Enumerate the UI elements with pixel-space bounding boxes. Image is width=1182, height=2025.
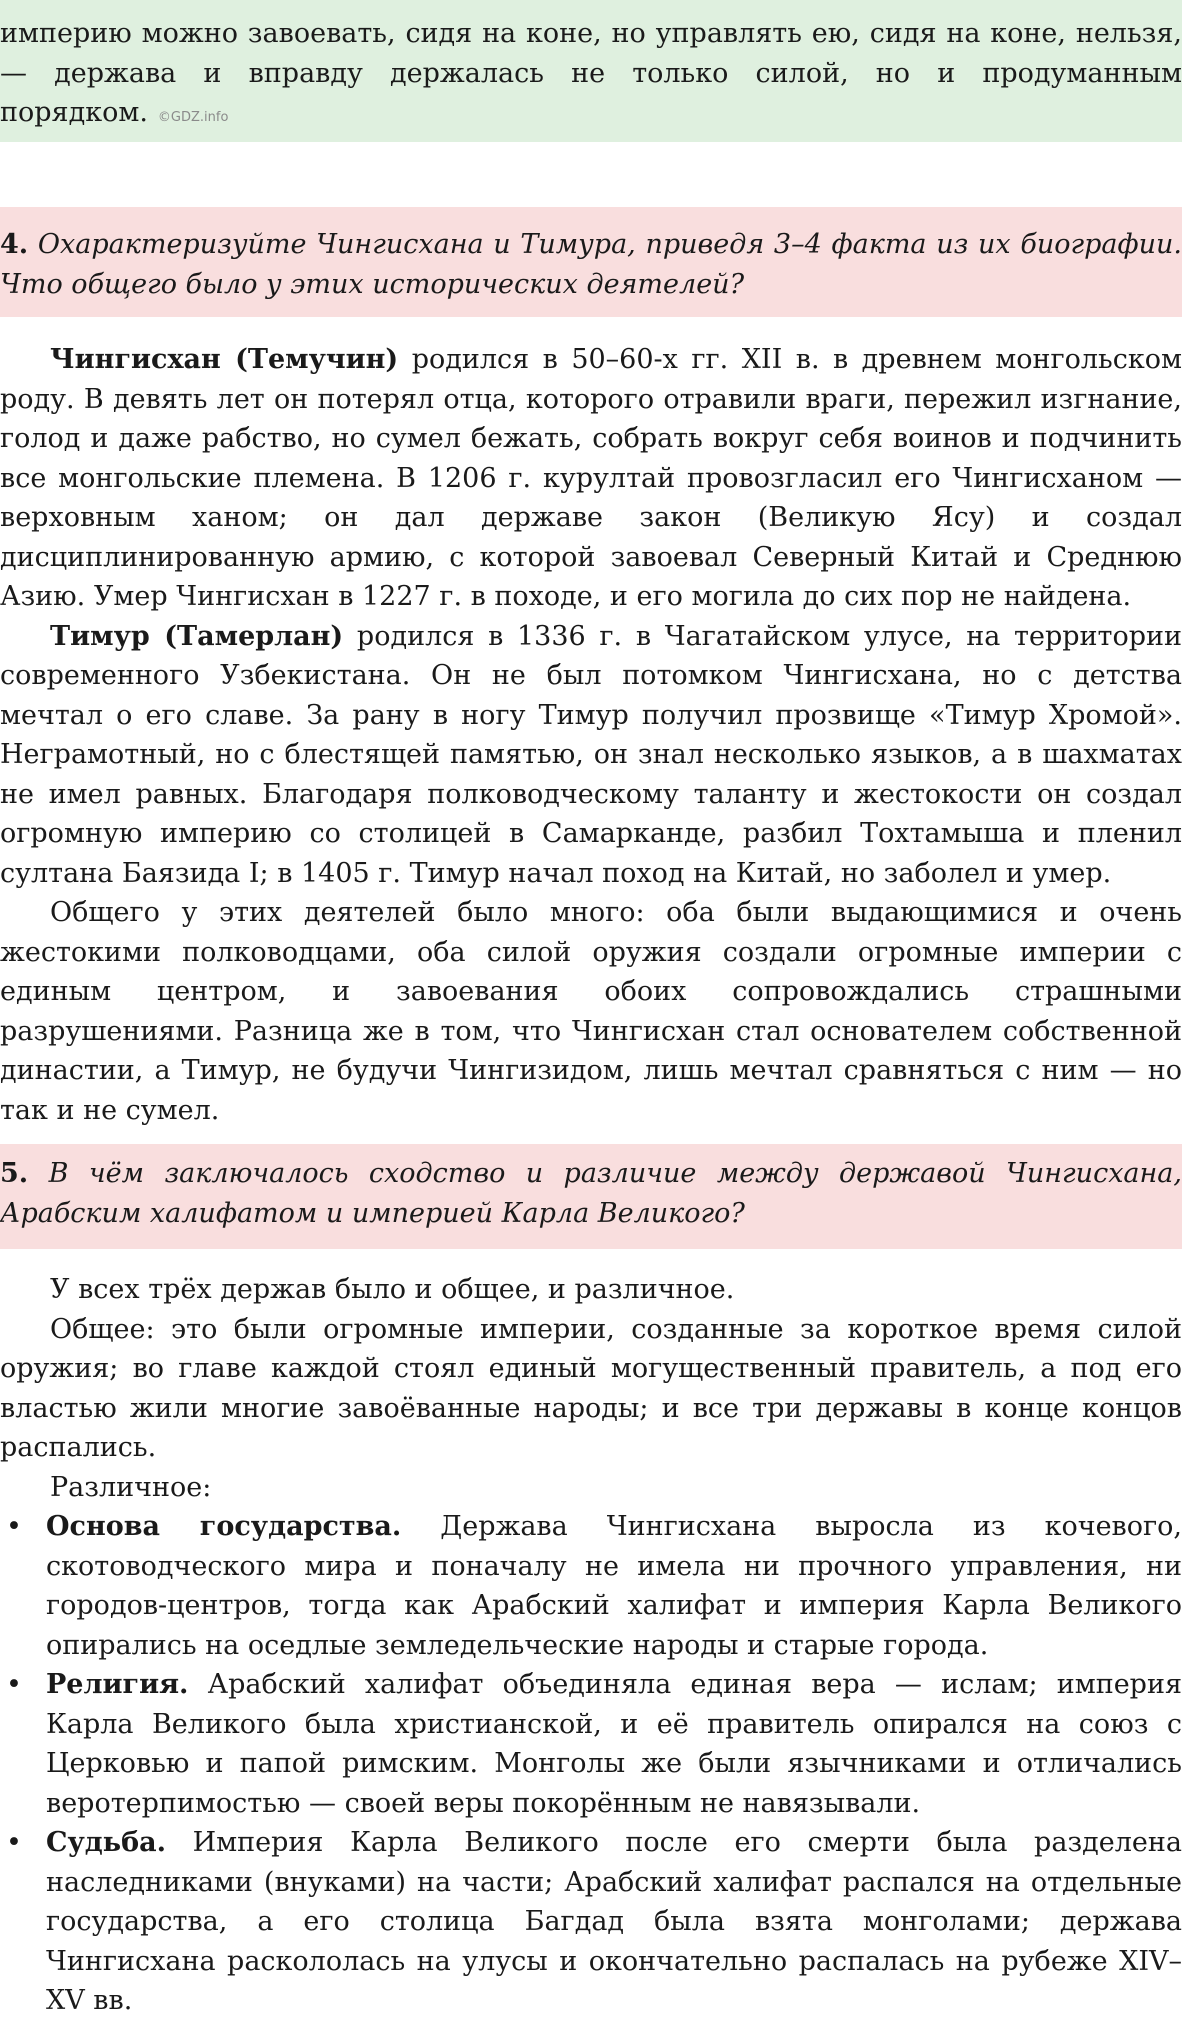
question-5-block [0,1144,1182,1249]
watermark: ©GDZ.info [157,110,229,125]
list-item-text: Арабский халифат объединяла единая вера — ислам; империя Карла Великого была христианской, и её правитель опирался на союз с Церковью и папой римским. Монголы же были язычниками и отличались веротерпимостью — своей веры покорённым не навязывали. [46,1669,1182,1819]
differences-list [0,1507,1182,2021]
answer-5 [0,1270,1182,2021]
list-item-title: Основа государства. [46,1511,402,1542]
question-5-text: В чём заключалось сходство и различие между державой Чингисхана, Арабским халифатом и империей Карла Великого? [0,1158,1182,1229]
list-item-title: Религия. [46,1669,189,1700]
question-4-text: Охарактеризуйте Чингисхана и Тимура, приведя 3–4 факта из их биографии. Что общего было у этих исторических деятелей? [0,229,1182,300]
question-5 [0,1154,1182,1233]
question-4-block [0,207,1182,317]
answer-4-paragraph-3: Общего у этих деятелей было много: оба были выдающимися и очень жестокими полководцами, оба силой оружия создали огромные империи с единым центром, и завоевания обоих сопровождались страшными разрушениями. Разница же в том, что Чингисхан стал основателем собственной династии, а Тимур, не будучи Чингизидом, лишь мечтал сравняться с ним — но так и не сумел. [0,897,1182,1126]
answer-4-paragraph-2-text: родился в 1336 г. в Чагатайском улусе, на территории современного Узбекистана. Он не был потомком Чингисхана, но с детства мечтал о его славе. За рану в ногу Тимур получил прозвище «Тимур Хромой». Неграмотный, но с блестящей памятью, он знал несколько языков, а в шахматах не имел равных. Благодаря полководческому таланту и жестокости он создал огромную империю со столицей в Самарканде, разбил Тохтамыша и пленил султана Баязида I; в 1405 г. Тимур начал поход на Китай, но заболел и умер. [0,620,1182,889]
bullet: • [6,1511,22,1542]
bullet: • [6,1827,22,1858]
timur-term: Тимур (Тамерлан) [50,620,344,652]
genghis-khan-term: Чингисхан (Темучин) [50,344,399,375]
list-item-text: Держава Чингисхана выросла из кочевого, скотоводческого мира и поначалу не имела ни прочного управления, ни городов-центров, тогда как Арабский халифат и империя Карла Великого опирались на оседлые земледельческие народы и старые города. [46,1511,1182,1661]
question-4-number: 4. [0,229,29,260]
question-4 [0,225,1182,304]
list-item-text: Империя Карла Великого после его смерти была разделена наследниками (внуками) на части; Арабский халифат распался на отдельные государства, а его столица Багдад была взята монголами; держава Чингисхана раскололась на улусы и окончательно распалась на рубеже XIV–XV вв. [46,1827,1182,2016]
question-5-number: 5. [0,1158,29,1189]
bullet: • [6,1669,22,1700]
answer-4-paragraph-1-text: родился в 50–60-х гг. XII в. в древнем монгольском роду. В девять лет он потерял отца, которого отравили враги, пережил изгнание, голод и даже рабство, но сумел бежать, собрать вокруг себя воинов и подчинить все монгольские племена. В 1206 г. курултай провозгласил его Чингисханом — верховным ханом; он дал державе закон (Великую Ясу) и создал дисциплинированную армию, с которой завоевал Северный Китай и Среднюю Азию. Умер Чингисхан в 1227 г. в походе, и его могила до сих пор не найдена. [0,344,1182,612]
list-item-title: Судьба. [46,1827,166,1858]
intro-paragraph [0,14,1182,138]
list-item [0,1507,1182,1665]
answer-4-paragraph-1 [0,340,1182,617]
answer-5-paragraph-2: Общее: это были огромные империи, созданные за короткое время силой оружия; во главе каждой стоял единый могущественный правитель, а под его властью жили многие завоёванные народы; и все три державы в конце концов распались. [0,1313,1182,1463]
previous-answer-block [0,0,1182,142]
answer-5-paragraph-1: У всех трёх держав было и общее, и различное. [50,1274,735,1305]
intro-text: империю можно завоевать, сидя на коне, но управлять ею, сидя на коне, нельзя, — держава и вправду держалась не только силой, но и продуманным порядком. [0,18,1182,128]
answer-5-paragraph-3: Различное: [50,1471,212,1503]
answer-4 [0,340,1182,1130]
list-item [0,1665,1182,1823]
answer-4-paragraph-2 [0,617,1182,894]
list-item [0,1823,1182,2021]
